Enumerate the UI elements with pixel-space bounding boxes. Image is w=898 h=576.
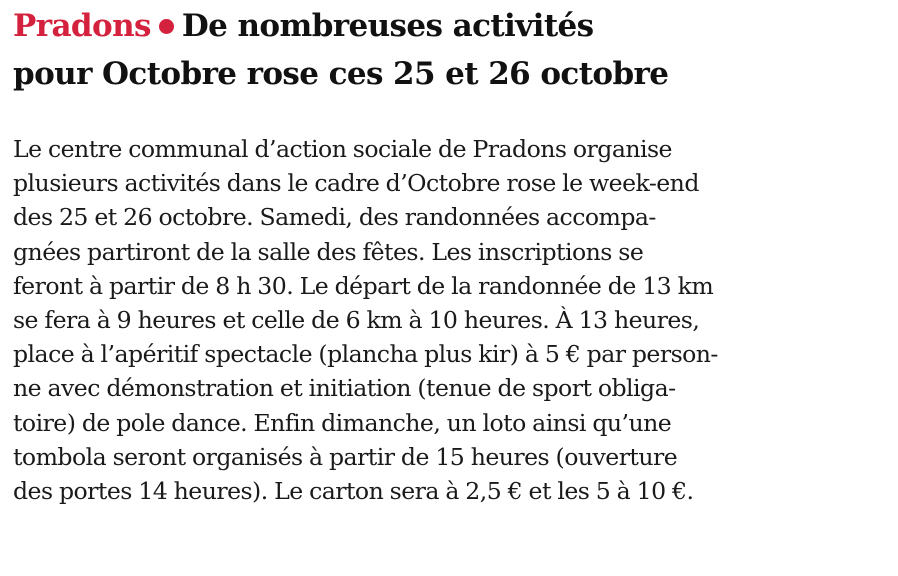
headline-line-1: De nombreuses activités [181, 8, 594, 44]
body-line: place à l’apéritif spectacle (plancha plus kir) à 5 € par person- [13, 340, 718, 369]
body-line: Le centre communal d’action sociale de Pradons organise [13, 135, 672, 163]
article-body [13, 132, 893, 508]
body-line: se fera à 9 heures et celle de 6 km à 10 heures. À 13 heures, [13, 306, 700, 335]
body-line: gnées partiront de la salle des fêtes. Les inscriptions se [13, 237, 644, 266]
body-line: plusieurs activités dans le cadre d’Octobre rose le week-end [13, 169, 699, 198]
body-line: des portes 14 heures). Le carton sera à 2,5 € et les 5 à 10 €. [13, 477, 694, 506]
body-line: tombola seront organisés à partir de 15 heures (ouverture [13, 442, 678, 471]
body-line: des 25 et 26 octobre. Samedi, des randonnées accompa- [13, 203, 656, 232]
article [13, 2, 893, 508]
body-line: feront à partir de 8 h 30. Le départ de la randonnée de 13 km [13, 271, 714, 300]
bullet-dot-icon [159, 19, 174, 34]
kicker-location: Pradons [13, 8, 151, 44]
headline-line-2: pour Octobre rose ces 25 et 26 octobre [13, 56, 669, 92]
body-line: toire) de pole dance. Enfin dimanche, un loto ainsi qu’une [13, 408, 672, 437]
body-line: ne avec démonstration et initiation (tenue de sport obliga- [13, 374, 676, 403]
headline [13, 2, 893, 98]
